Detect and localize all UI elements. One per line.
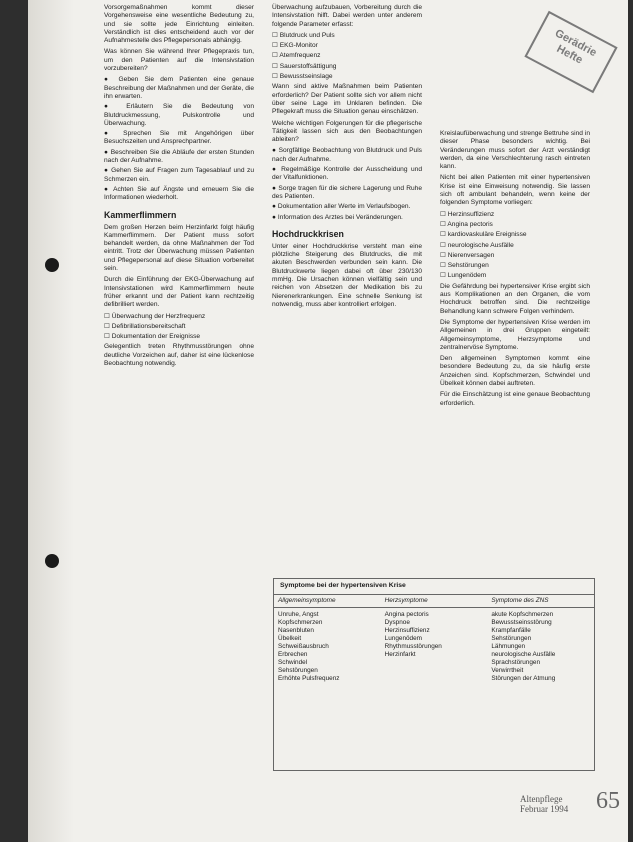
- punch-hole-bottom: [45, 554, 59, 568]
- table-body: [274, 608, 594, 686]
- checkbox-item: ☐ Dokumentation der Ereignisse: [104, 333, 201, 341]
- table-cell: Übelkeit: [278, 635, 302, 642]
- bullet-item: ● Sorgfältige Beobachtung von Blutdruck und Puls nach der Aufnahme.: [272, 147, 422, 163]
- table-cell: Sehstörungen: [491, 635, 532, 642]
- checkbox-item: ☐ EKG-Monitor: [272, 42, 318, 50]
- bullet-item: ● Achten Sie auf Ängste und erneuern Sie die Informationen wiederholt.: [104, 185, 254, 202]
- text-column-3: [440, 130, 590, 411]
- table-header-cell: Herzsymptome: [384, 597, 428, 604]
- bullet-item: ● Sorge tragen für die sichere Lagerung und Ruhe des Patienten.: [272, 184, 422, 200]
- checkbox-item: ☐ Überwachung der Herzfrequenz: [104, 312, 206, 320]
- paragraph-lead: Was können Sie während Ihrer Pflegepraxis tun, um den Patienten auf die Intensivstation vorzubereiten?: [104, 48, 254, 73]
- paragraph: Nicht bei allen Patienten mit einer hypertensiven Krise ist eine Einweisung notwendig. Sie lassen sich oft ambulant behandeln, wenn keine der folgenden Symptome vorliegen:: [440, 174, 590, 207]
- bullet-item: ● Beschreiben Sie die Abläufe der ersten Stunden nach der Aufnahme.: [104, 148, 254, 165]
- table-header-cell: Allgemeinsymptome: [278, 597, 336, 604]
- page-number: 65: [596, 788, 620, 814]
- table-cell: Kopfschmerzen: [278, 619, 323, 626]
- paragraph: Vorsorgemaßnahmen kommt dieser Vorgehensweise eine wesentliche Bedeutung zu, und sie sollte jede Einrichtung einleiten. Verständlich ist dies entscheidend auch vor der Aufnahmestelle des Pflegepersonals abhängig.: [104, 4, 254, 45]
- paragraph: Dem großen Herzen beim Herzinfarkt folgt häufig Kammerflimmern. Der Patient muss sofort behandelt werden, da ohne Maßnahmen der Tod eintritt. Trotz der Überwachung müssen Patienten und Pflegepersonal auf diese Situation vorbereitet sein.: [104, 223, 254, 273]
- table-cell: Erbrechen: [278, 651, 308, 658]
- paragraph: Gelegentlich treten Rhythmusstörungen ohne deutliche Vorzeichen auf, daher ist eine lückenlose Beobachtung notwendig.: [104, 343, 254, 367]
- table-cell: Sehstörungen: [278, 667, 318, 674]
- paragraph: Überwachung aufzubauen, Vorbereitung durch die Intensivstation hilft. Dabei werden unter anderem folgende Parameter erfasst:: [272, 4, 422, 28]
- page-binding-edge: [28, 0, 74, 842]
- text-column-2: [272, 4, 422, 312]
- table-cell: Dyspnoe: [384, 619, 410, 626]
- table-cell: Herzinfarkt: [384, 651, 416, 658]
- checkbox-item: ☐ Lungenödem: [440, 272, 487, 280]
- stamp-mark: Gerädrie Hefte: [524, 11, 617, 94]
- table-cell: Nasenbluten: [278, 627, 314, 634]
- section-heading: Hochdruckkrisen: [272, 228, 344, 239]
- bullet-item: ● Gehen Sie auf Fragen zum Tagesablauf und zu Schmerzen ein.: [104, 167, 254, 183]
- paragraph: Die Symptome der hypertensiven Krise werden im Allgemeinen in drei Gruppen eingeteilt: Allgemeinsymptome, Herzsymptome und zentralnervöse Symptome.: [440, 318, 590, 351]
- journal-issue: Februar 1994: [520, 804, 569, 814]
- table-cell: Lungenödem: [384, 635, 422, 642]
- table-cell: Schweißausbruch: [278, 643, 329, 650]
- paragraph: Durch die Einführung der EKG-Überwachung auf Intensivstationen wird Kammerflimmern heute früher erkannt und der Patient kann rechtzeitig defibrilliert werden.: [104, 276, 254, 309]
- table-column-heart: [381, 608, 488, 686]
- checkbox-item: ☐ Blutdruck und Puls: [272, 31, 335, 39]
- bullet-item: ● Sprechen Sie mit Angehörigen über Besuchszeiten und Ansprechpartner.: [104, 130, 254, 146]
- table-cell: Sprachstörungen: [491, 659, 541, 666]
- bullet-item: ● Dokumentation aller Werte im Verlaufsbogen.: [272, 203, 411, 211]
- checkbox-item: ☐ Nierenversagen: [440, 251, 495, 259]
- checkbox-item: ☐ kardiovaskuläre Ereignisse: [440, 231, 527, 239]
- table-cell: Erhöhte Pulsfrequenz: [278, 675, 340, 682]
- bullet-item: ● Regelmäßige Kontrolle der Ausscheidung und der Vitalfunktionen.: [272, 166, 422, 182]
- checkbox-item: ☐ Angina pectoris: [440, 220, 493, 228]
- table-cell: Angina pectoris: [384, 611, 429, 618]
- punch-hole-top: [45, 258, 59, 272]
- bullet-item: ● Erläutern Sie die Bedeutung von Blutdruckmessung, Pulskontrolle und Überwachung.: [104, 103, 254, 127]
- table-cell: Störungen der Atmung: [491, 675, 556, 682]
- checkbox-item: ☐ Defibrillationsbereitschaft: [104, 322, 186, 330]
- bullet-item: ● Information des Arztes bei Veränderungen.: [272, 213, 403, 221]
- paragraph: Kreislaufüberwachung und strenge Bettruhe sind in dieser Phase besonders wichtig. Bei Veränderungen muss sofort der Arzt verständigt werden, da eine Verschlechterung rasch eintreten kann.: [440, 130, 590, 171]
- journal-name: Altenpflege: [520, 794, 563, 804]
- checkbox-item: ☐ Herzinsuffizienz: [440, 210, 495, 218]
- checkbox-item: ☐ Bewusstseinslage: [272, 73, 333, 81]
- checkbox-item: ☐ Sehstörungen: [440, 262, 489, 270]
- table-cell: Unruhe, Angst: [278, 611, 319, 618]
- paragraph: Unter einer Hochdruckkrise versteht man eine plötzliche Steigerung des Blutdrucks, die mit akuten Beschwerden verbunden sein kann. Die Blutdruckwerte liegen dabei oft über 230/130 mmHg. Die Ursachen können vielfältig sein und reichen von Absetzen der Medikation bis zu Nierenerkrankungen. Eine schnelle Senkung ist notwendig, muss aber kontrolliert erfolgen.: [272, 242, 422, 308]
- table-cell: Verwirrtheit: [491, 667, 524, 674]
- table-header: [274, 594, 594, 608]
- checkbox-item: ☐ neurologische Ausfälle: [440, 241, 514, 249]
- table-cell: neurologische Ausfälle: [491, 651, 556, 658]
- table-column-cns: [487, 608, 594, 686]
- paragraph: Den allgemeinen Symptomen kommt eine besondere Bedeutung zu, da sie häufig erste Anzeichen sind. Kopfschmerzen, Schwindel und Übelkeit können dabei auftreten.: [440, 355, 590, 388]
- section-heading: Kammerflimmern: [104, 209, 177, 220]
- journal-footer: [520, 794, 568, 814]
- bullet-item: ● Geben Sie dem Patienten eine genaue Beschreibung der Maßnahmen und der Geräte, die ihn erwarten.: [104, 76, 254, 100]
- checkbox-item: ☐ Atemfrequenz: [272, 52, 321, 60]
- table-cell: Krampfanfälle: [491, 627, 531, 634]
- table-title: Symptome bei der hypertensiven Krise: [280, 582, 406, 589]
- paragraph: Für die Einschätzung ist eine genaue Beobachtung erforderlich.: [440, 391, 590, 407]
- checkbox-item: ☐ Sauerstoffsättigung: [272, 62, 337, 70]
- table-column-general: [274, 608, 381, 686]
- symptom-table: [273, 578, 595, 771]
- paragraph: Die Gefährdung bei hypertensiver Krise ergibt sich aus Komplikationen an den Organen, die vom Hochdruck betroffen sind. Die rechtzeitige Behandlung kann schwere Folgen verhindern.: [440, 282, 590, 315]
- text-column-1: [104, 4, 254, 371]
- table-header-cell: Symptome des ZNS: [491, 597, 549, 604]
- table-cell: Bewusstseinsstörung: [491, 619, 552, 626]
- table-cell: Herzinsuffizienz: [384, 627, 430, 634]
- paragraph: Wann sind aktive Maßnahmen beim Patienten erforderlich? Der Patient sollte sich vor allem nicht über seine Lage im Unklaren befinden. Die Pflegekraft muss die Situation genau einschätzen.: [272, 83, 422, 116]
- table-cell: Rhythmusstörungen: [384, 643, 442, 650]
- table-cell: akute Kopfschmerzen: [491, 611, 554, 618]
- paragraph-lead: Welche wichtigen Folgerungen für die pflegerische Tätigkeit lassen sich aus den Beobachtungen ableiten?: [272, 119, 422, 144]
- table-cell: Schwindel: [278, 659, 308, 666]
- table-cell: Lähmungen: [491, 643, 526, 650]
